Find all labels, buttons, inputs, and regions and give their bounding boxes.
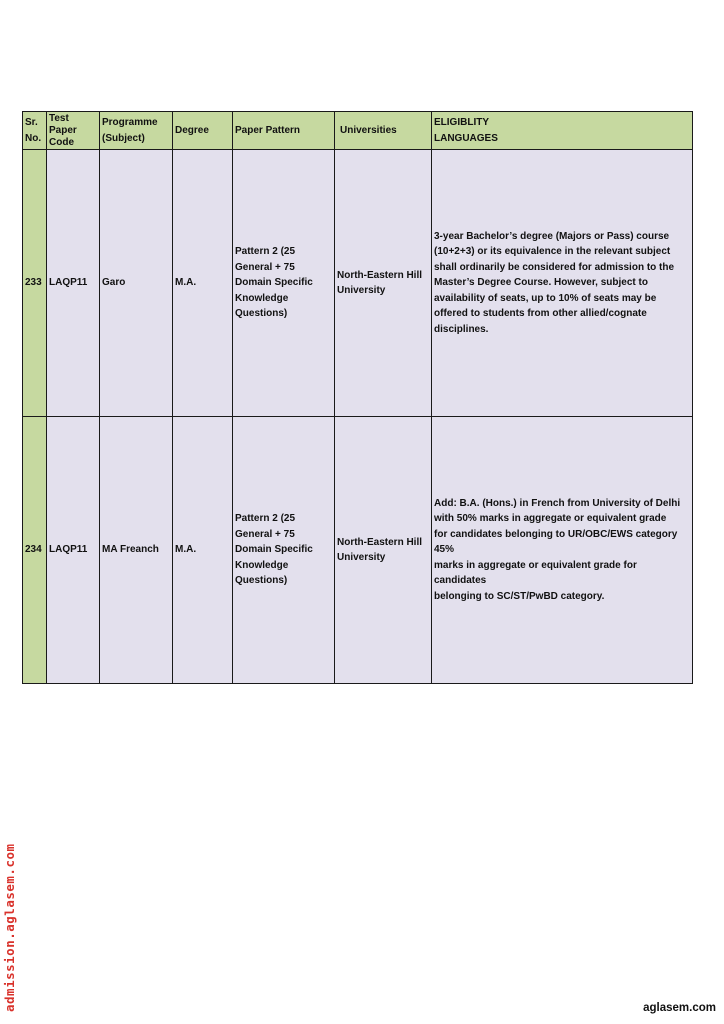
cell-paper-pattern: Pattern 2 (25 General + 75 Domain Specific Knowledge Questions) <box>233 417 335 684</box>
header-paper-pattern: Paper Pattern <box>233 112 335 150</box>
cell-degree: M.A. <box>173 417 233 684</box>
cell-university: North-Eastern Hill University <box>335 150 432 417</box>
cell-test-paper-code: LAQP11 <box>47 150 100 417</box>
header-eligibility: ELIGIBLITY LANGUAGES <box>432 112 693 150</box>
cell-programme: Garo <box>100 150 173 417</box>
table-row <box>23 417 693 684</box>
cell-test-paper-code: LAQP11 <box>47 417 100 684</box>
cell-sr-no: 234 <box>23 417 47 684</box>
cell-paper-pattern: Pattern 2 (25 General + 75 Domain Specific Knowledge Questions) <box>233 150 335 417</box>
cell-eligibility: 3-year Bachelor’s degree (Majors or Pass) course (10+2+3) or its equivalence in the relevant subject shall ordinarily be considered for admission to the Master’s Degree Course. However, subject to availability of seats, up to 10% of seats may be offered to students from other allied/cognate disciplines. <box>432 150 693 417</box>
programme-table-container <box>22 111 692 684</box>
header-universities: Universities <box>335 112 432 150</box>
header-sr-no: Sr. No. <box>23 112 47 150</box>
programme-table <box>22 111 693 684</box>
header-degree: Degree <box>173 112 233 150</box>
cell-eligibility: Add: B.A. (Hons.) in French from University of Delhi with 50% marks in aggregate or equivalent grade for candidates belonging to UR/OBC/EWS category 45% marks in aggregate or equivalent grade for candidates belonging to SC/ST/PwBD category. <box>432 417 693 684</box>
header-test-paper-code: Test Paper Code <box>47 112 100 150</box>
watermark-text: admission.aglasem.com <box>2 843 17 1012</box>
table-row <box>23 150 693 417</box>
table-header-row <box>23 112 693 150</box>
cell-sr-no: 233 <box>23 150 47 417</box>
header-programme: Programme (Subject) <box>100 112 173 150</box>
cell-programme: MA Freanch <box>100 417 173 684</box>
footer-site-name: aglasem.com <box>643 1002 716 1014</box>
cell-degree: M.A. <box>173 150 233 417</box>
cell-university: North-Eastern Hill University <box>335 417 432 684</box>
